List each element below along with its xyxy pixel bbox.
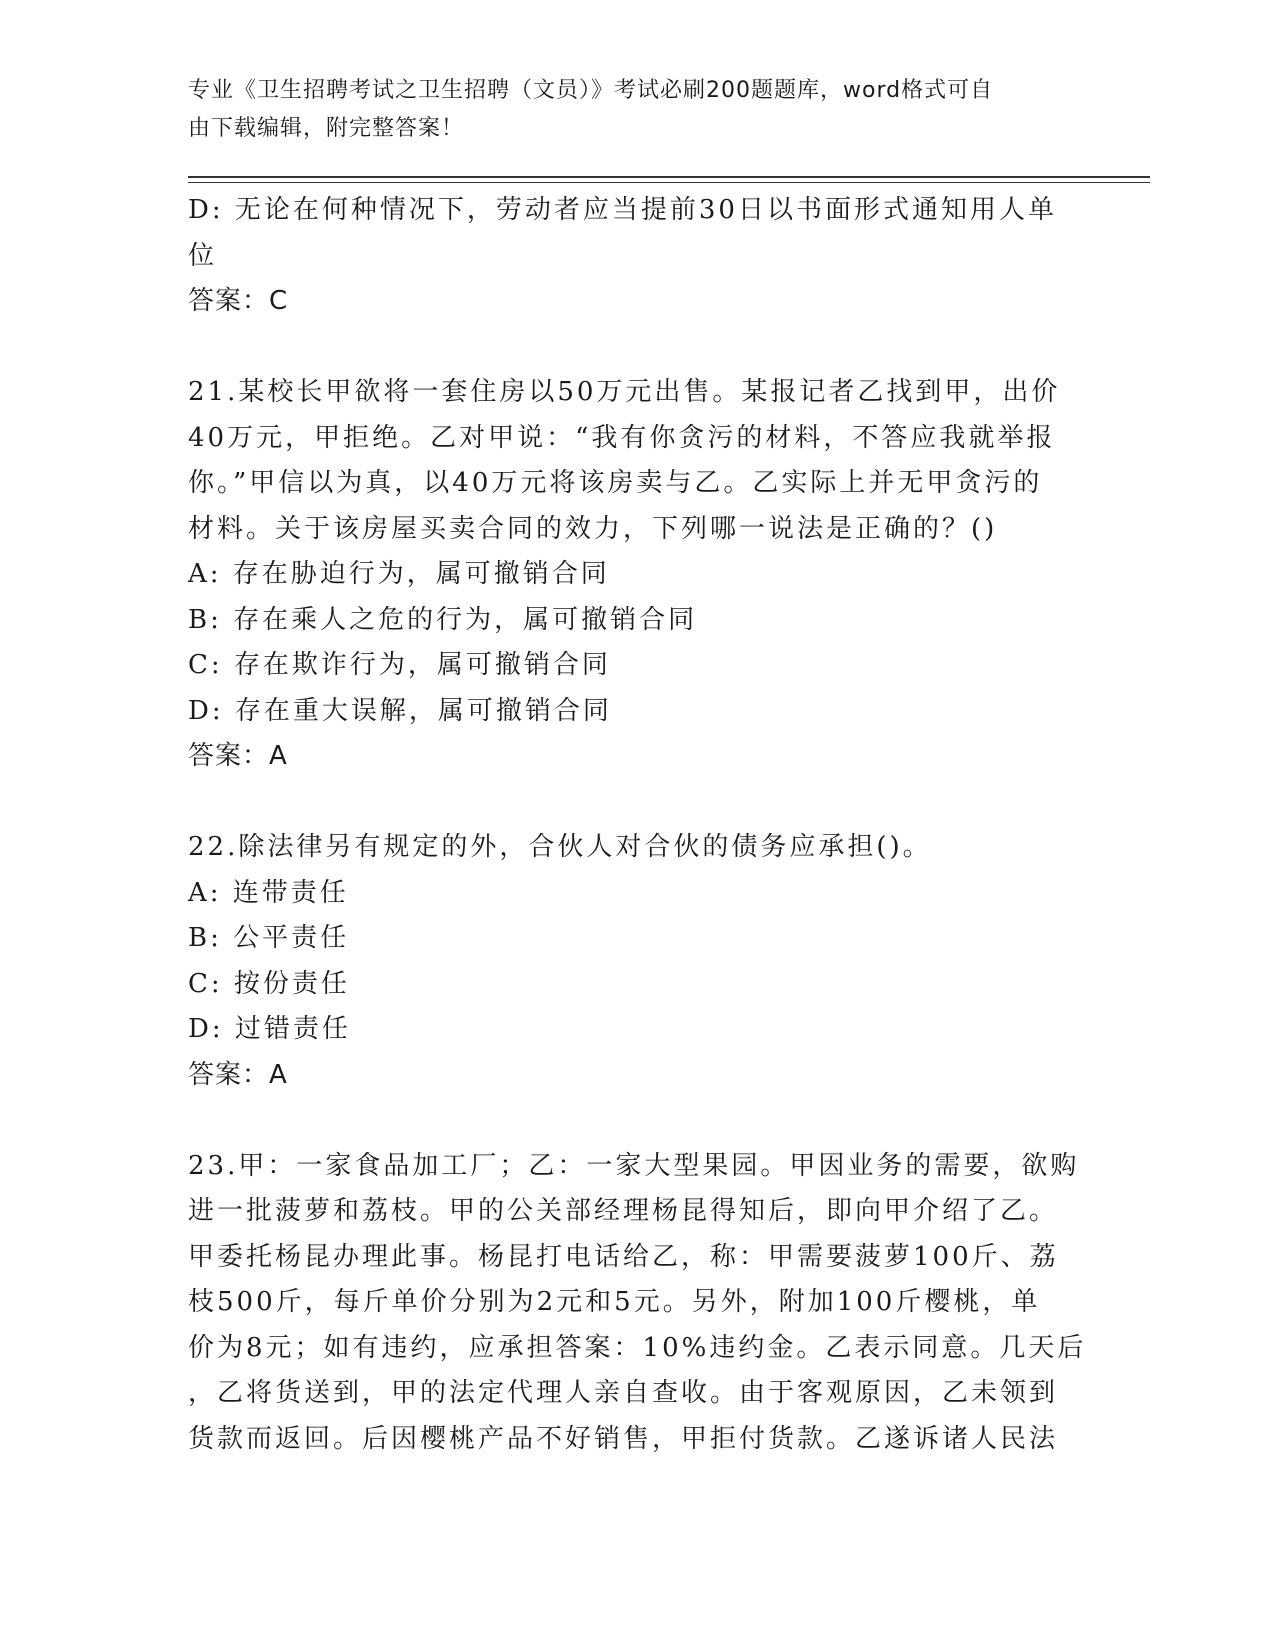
q23-stem-line-4: 枝500斤，每斤单价分别为2元和5元。另外，附加100斤樱桃，单 bbox=[188, 1287, 1041, 1317]
q21-option-d: D: 存在重大误解，属可撤销合同 bbox=[188, 695, 612, 726]
q23-stem-line-1: 23.甲：一家食品加工厂；乙：一家大型果园。甲因业务的需要，欲购 bbox=[188, 1150, 1080, 1181]
q21-option-b: B: 存在乘人之危的行为，属可撤销合同 bbox=[188, 604, 698, 635]
spacer bbox=[188, 780, 1078, 826]
q23-stem-line-3: 甲委托杨昆办理此事。杨昆打电话给乙，称：甲需要菠萝100斤、荔 bbox=[188, 1241, 1059, 1272]
header-line-1: 专业《卫生招聘考试之卫生招聘（文员）》考试必刷200题题库，word格式可自 bbox=[188, 78, 994, 103]
prev-answer: 答案：C bbox=[188, 286, 289, 316]
q21-stem-line-3: 你。”甲信以为真，以40万元将该房卖与乙。乙实际上并无甲贪污的 bbox=[188, 468, 1043, 498]
spacer bbox=[188, 1098, 1078, 1144]
spacer bbox=[188, 325, 1078, 371]
q22-stem-line-1: 22.除法律另有规定的外，合伙人对合伙的债务应承担()。 bbox=[188, 832, 932, 862]
q21-stem-line-1: 21.某校长甲欲将一套住房以50万元出售。某报记者乙找到甲，出价 bbox=[188, 377, 1061, 407]
q22-option-d: D: 过错责任 bbox=[188, 1014, 351, 1044]
q23-stem-line-6: ，乙将货送到，甲的法定代理人亲自查收。由于客观原因，乙未领到 bbox=[188, 1378, 1059, 1408]
page-header bbox=[188, 72, 1068, 148]
question-content bbox=[188, 188, 1087, 1462]
header-rule-thick bbox=[188, 176, 1150, 178]
q22-option-c: C: 按份责任 bbox=[188, 968, 350, 999]
q21-option-a: A: 存在胁迫行为，属可撤销合同 bbox=[188, 559, 610, 589]
header-rule-thin bbox=[188, 182, 1150, 183]
q22-option-a: A: 连带责任 bbox=[188, 877, 349, 908]
q23-stem-line-7: 货款而返回。后因樱桃产品不好销售，甲拒付货款。乙遂诉诸人民法 bbox=[188, 1423, 1059, 1454]
q22-option-b: B: 公平责任 bbox=[188, 923, 350, 953]
header-line-2: 由下载编辑，附完整答案！ bbox=[188, 116, 465, 141]
prev-option-d-line-1: D: 无论在何种情况下，劳动者应当提前30日以书面形式通知用人单 bbox=[188, 195, 1057, 225]
q21-answer: 答案：A bbox=[188, 741, 288, 771]
q21-option-c: C: 存在欺诈行为，属可撤销合同 bbox=[188, 650, 611, 680]
q21-stem-line-4: 材料。关于该房屋买卖合同的效力，下列哪一说法是正确的？() bbox=[188, 513, 998, 544]
q21-stem-line-2: 40万元，甲拒绝。乙对甲说：“我有你贪污的材料，不答应我就举报 bbox=[188, 422, 1056, 453]
prev-option-d-line-2: 位 bbox=[188, 240, 218, 271]
q22-answer: 答案：A bbox=[188, 1059, 288, 1090]
q23-stem-line-5: 价为8元；如有违约，应承担答案：10%违约金。乙表示同意。几天后 bbox=[188, 1332, 1087, 1363]
q23-stem-line-2: 进一批菠萝和荔枝。甲的公关部经理杨昆得知后，即向甲介绍了乙。 bbox=[188, 1196, 1059, 1226]
